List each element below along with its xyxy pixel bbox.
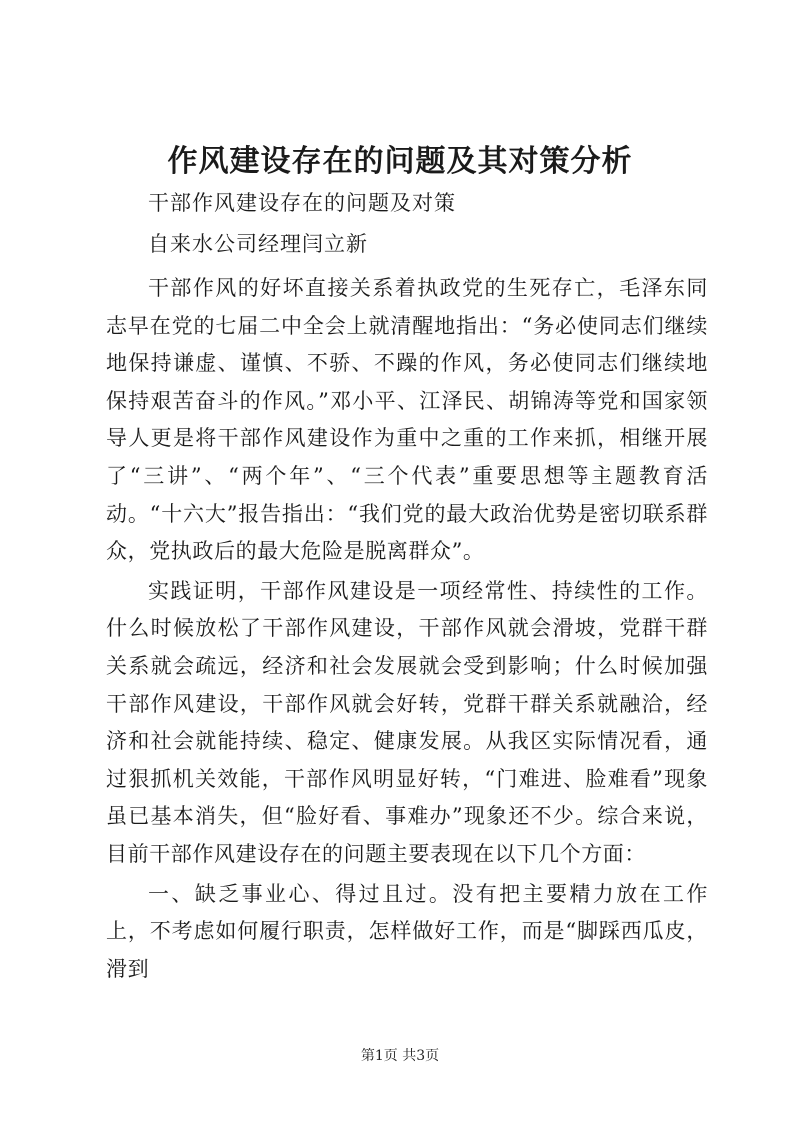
paragraph-3: 一、缺乏事业心、得过且过。没有把主要精力放在工作上，不考虑如何履行职责，怎样做好工作，而是“脚踩西瓜皮，滑到 [106,881,708,981]
document-title: 作风建设存在的问题及其对策分析 [167,144,633,179]
document-subtitle: 干部作风建设存在的问题及对策 [148,191,456,215]
author-line: 自来水公司经理闫立新 [148,232,368,256]
document-body [106,270,708,990]
paragraph-1: 干部作风的好坏直接关系着执政党的生死存亡，毛泽东同志早在党的七届二中全会上就清醒地指出：“务必使同志们继续地保持谦虚、谨慎、不骄、不躁的作风，务必使同志们继续地保持艰苦奋斗的作风。”邓小平、江泽民、胡锦涛等党和国家领导人更是将干部作风建设作为重中之重的工作来抓，相继开展了“三讲”、“两个年”、“三个代表”重要思想等主题教育活动。“十六大”报告指出：“我们党的最大政治优势是密切联系群众，党执政后的最大危险是脱离群众”。 [106,276,708,564]
paragraph-2: 实践证明，干部作风建设是一项经常性、持续性的工作。什么时候放松了干部作风建设，干部作风就会滑坡，党群干群关系就会疏远，经济和社会发展就会受到影响；什么时候加强干部作风建设，干部作风就会好转，党群干群关系就融洽，经济和社会就能持续、稳定、健康发展。从我区实际情况看，通过狠抓机关效能，干部作风明显好转，“门难进、脸难看”现象虽已基本消失，但“脸好看、事难办”现象还不少。综合来说，目前干部作风建设存在的问题主要表现在以下几个方面： [106,578,708,866]
page-number-footer: 第1页 共3页 [360,1048,440,1064]
